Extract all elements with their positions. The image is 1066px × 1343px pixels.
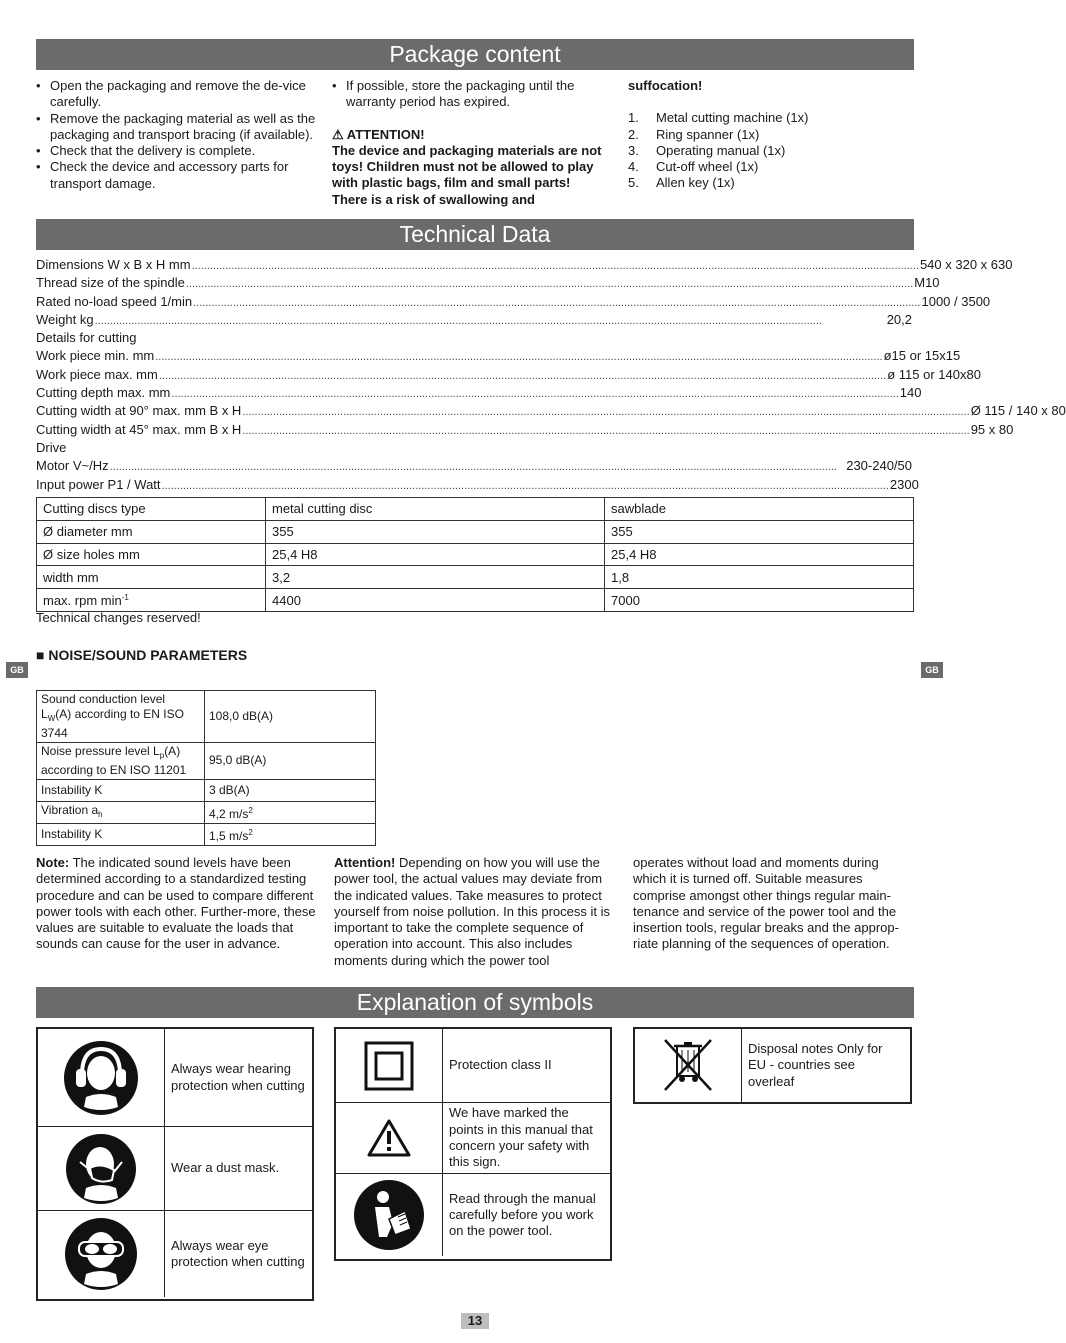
spec-row: Work piece max. mm .............................................................................................................................................................................................................................................. ø 115 or 140x80 xyxy=(36,366,981,382)
spec-row: Dimensions W x B x H mm .............................................................................................................................................................................................................................................. 540 x 320 x 630 xyxy=(36,257,1013,272)
eye-protection-icon xyxy=(38,1211,165,1297)
package-col-3 xyxy=(628,78,914,192)
table-row: width mm 3,2 1,8 xyxy=(37,566,914,589)
spec-row: Motor V~/Hz .............................................................................................................................................................................................................................................. 230-240/50 xyxy=(36,458,912,474)
safety-symbols-table xyxy=(334,1027,612,1261)
page-number: 13 xyxy=(461,1313,489,1329)
attention-heading: ⚠ ATTENTION! xyxy=(332,126,425,142)
list-item: • If possible, store the packaging until the warranty period has expired. xyxy=(332,78,604,111)
language-badge-left: GB xyxy=(6,662,28,678)
disposal-symbol-table xyxy=(633,1027,912,1104)
spec-row: Thread size of the spindle .............................................................................................................................................................................................................................................. M10 xyxy=(36,275,940,291)
list-item: • Check the device and accessory parts for transport damage. xyxy=(36,159,318,192)
read-manual-text: Read through the manual carefully before you work on the power tool. xyxy=(449,1190,596,1239)
noise-heading: ■ NOISE/SOUND PARAMETERS xyxy=(36,647,248,663)
package-col-1 xyxy=(36,78,318,192)
table-row: Vibration $a_h$ 4,2 $m/s^2$ xyxy=(37,801,376,824)
attention-text-cont: suffocation! xyxy=(628,78,703,93)
symbol-row xyxy=(38,1211,312,1297)
hearing-protection-text: Always wear hearing protection when cutting xyxy=(171,1061,305,1093)
technical-changes-note: Technical changes reserved! xyxy=(36,610,201,625)
table-row: Cutting discs type metal cutting disc sawblade xyxy=(37,498,914,521)
table-row: max. rpm $\min^{-1}$ 4400 7000 xyxy=(37,589,914,612)
symbol-row xyxy=(38,1029,312,1127)
spec-row: Weight kg .............................................................................................................................................................................................................................................. 20,2 xyxy=(36,311,912,327)
eye-protection-text: Always wear eye protection when cutting xyxy=(171,1237,305,1269)
symbol-row xyxy=(635,1029,910,1102)
spec-list xyxy=(36,256,1066,494)
symbol-row xyxy=(38,1127,312,1211)
table-row: Ø diameter mm 355 355 xyxy=(37,520,914,543)
symbol-row xyxy=(336,1029,610,1103)
spec-row: Input power P1 / Watt .............................................................................................................................................................................................................................................. 2300 xyxy=(36,476,919,492)
dust-mask-icon xyxy=(38,1127,165,1210)
language-badge-right: GB xyxy=(921,662,943,678)
spec-subheading: Details for cutting xyxy=(36,330,137,346)
list-item: 1. Metal cutting machine (1x) xyxy=(628,110,809,126)
table-row: Ø size holes mm 25,4 H8 25,4 H8 xyxy=(37,543,914,566)
spec-row: Rated no-load speed 1/min .............................................................................................................................................................................................................................................. 1000 / 3500 xyxy=(36,293,991,309)
list-item: • Open the packaging and remove the de-vice carefully. xyxy=(36,78,318,111)
ppe-symbols-table xyxy=(36,1027,314,1301)
table-row: Sound conduction level $L_W(A)$ according to EN ISO 3744 108,0 dB(A) xyxy=(37,691,376,743)
list-item: 2. Ring spanner (1x) xyxy=(628,126,760,142)
protection-class-icon xyxy=(336,1029,443,1102)
list-item: • Check that the delivery is complete. xyxy=(36,143,318,159)
table-row: Instability K 1,5 $m/s^2$ xyxy=(37,824,376,846)
table-row: Instability K 3 dB(A) xyxy=(37,779,376,801)
safety-sign-text: We have marked the points in this manual that concern your safety with this sign. xyxy=(449,1105,593,1170)
spec-row: Work piece min. mm .............................................................................................................................................................................................................................................. ø15 or 15x15 xyxy=(36,348,961,364)
spec-subheading: Drive xyxy=(36,439,67,455)
package-items-list xyxy=(628,110,914,191)
warning-icon xyxy=(336,1103,443,1173)
list-item: 5. Allen key (1x) xyxy=(628,175,735,191)
symbol-row xyxy=(336,1174,610,1256)
list-item: 4. Cut-off wheel (1x) xyxy=(628,159,759,175)
cutting-discs-table xyxy=(36,497,914,612)
disposal-text: Disposal notes Only for EU - countries see overleaf xyxy=(748,1041,883,1089)
crossed-bin-icon xyxy=(635,1029,742,1102)
list-item: • Remove the packaging material as well as the packaging and transport bracing (if available). xyxy=(36,111,318,144)
spec-row: Cutting width at 90° max. mm B x H .............................................................................................................................................................................................................................................. Ø 115 / 140 x 80 xyxy=(36,403,1066,419)
attention-paragraph: Attention! Depending on how you will use the power tool, the actual values may deviate from the indicated values. Take measures to protect yourself from noise pollution. In this process it is important to take the complete sequence of operation into account. This also includes moments during which the power tool xyxy=(334,855,611,968)
symbols-heading: Explanation of symbols xyxy=(36,987,914,1018)
dust-mask-text: Wear a dust mask. xyxy=(171,1160,280,1176)
symbol-row xyxy=(336,1103,610,1174)
hearing-protection-icon xyxy=(38,1029,165,1126)
list-item: 3. Operating manual (1x) xyxy=(628,142,786,158)
attention-paragraph-cont: operates without load and moments during which it is turned off. Suitable measures comprise amongst other things regular main-tenance and service of the power tool and the insertion tools, regular breaks and the approp-riate planning of the sequences of operation. xyxy=(633,855,899,952)
technical-data-heading: Technical Data xyxy=(36,219,914,250)
note-paragraph: Note: The indicated sound levels have been determined according to a standardized testing procedure and can be used to compare different power tools with each other. Further-more, these values are suitable to evaluate the loads that sounds can cause for the user in advance. xyxy=(36,855,316,952)
spec-row: Cutting depth max. mm .............................................................................................................................................................................................................................................. 140 xyxy=(36,385,922,401)
package-content-heading: Package content xyxy=(36,39,914,70)
read-manual-icon xyxy=(336,1174,443,1256)
protection-class-text: Protection class II xyxy=(449,1057,552,1073)
table-row: Noise pressure level $L_p(A)$ according to EN ISO 11201 95,0 dB(A) xyxy=(37,742,376,779)
attention-text: The device and packaging materials are not toys! Children must not be allowed to play with plastic bags, film and small parts! There is a risk of swallowing and xyxy=(332,142,602,207)
package-col-2 xyxy=(332,78,604,208)
spec-row: Cutting width at 45° max. mm B x H .............................................................................................................................................................................................................................................. 95 x 80 xyxy=(36,421,1014,437)
noise-parameters-table xyxy=(36,690,376,846)
